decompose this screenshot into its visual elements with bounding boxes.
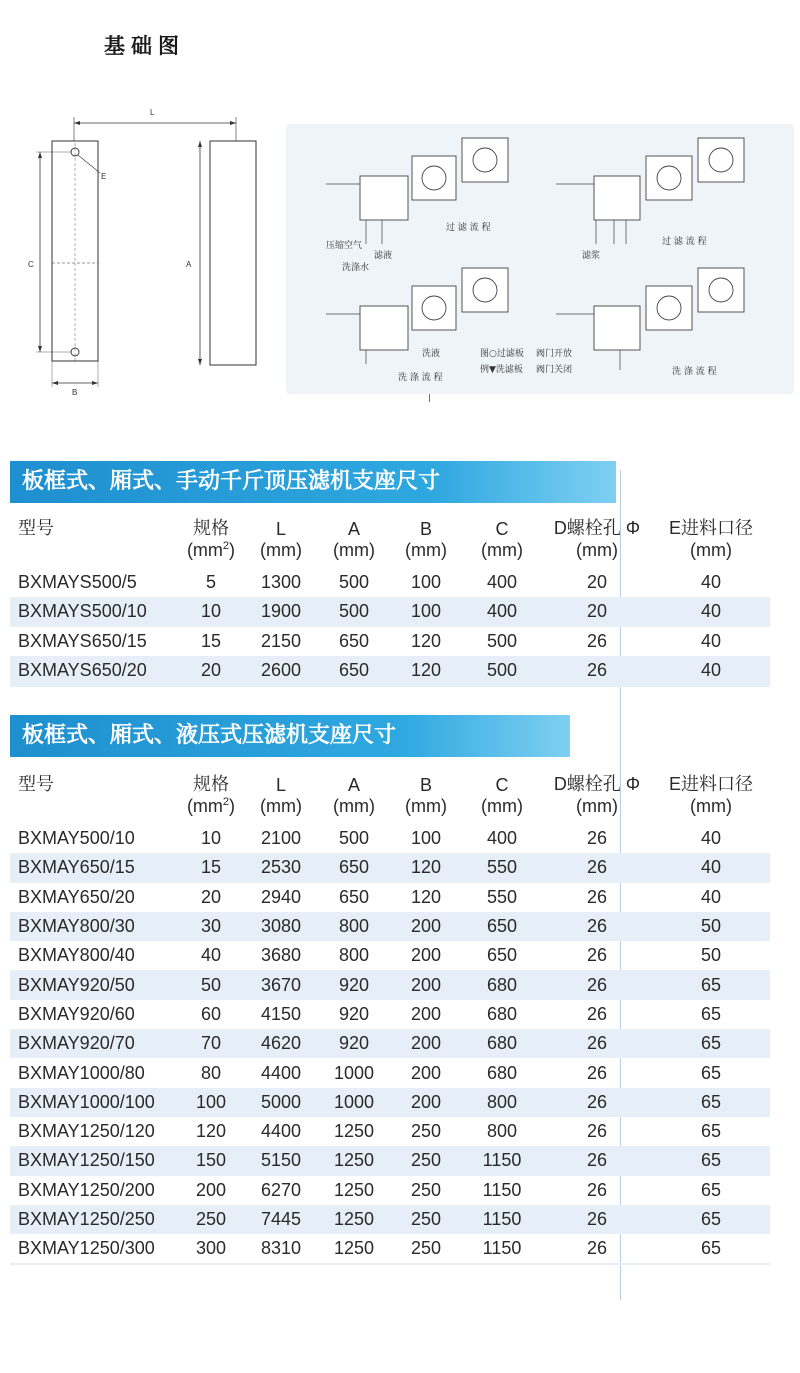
cell-L: 2100 xyxy=(260,828,302,849)
cell-spec: 80 xyxy=(200,1062,222,1083)
cell-D: 26 xyxy=(542,853,652,882)
cell-E: 65 xyxy=(700,1121,722,1142)
unit-spec: $(mm^2)$ xyxy=(186,796,236,816)
cell-C: 1150 xyxy=(462,1205,542,1234)
table-row xyxy=(10,1234,770,1264)
cell-E: 40 xyxy=(700,828,722,849)
cell-model: BXMAY1250/120 xyxy=(18,1121,155,1142)
cell-spec: 100 xyxy=(178,1088,244,1117)
label-compressed-air: 压缩空气 xyxy=(326,241,363,251)
cell-spec: 40 xyxy=(200,945,222,966)
header-spec: 规格 xyxy=(193,518,229,538)
cell-D: 26 xyxy=(542,1146,652,1175)
header-B: B xyxy=(419,519,432,539)
cell-A: 1250 xyxy=(318,1205,390,1234)
cell-C: 400 xyxy=(486,572,518,593)
cell-A: 500 xyxy=(338,572,370,593)
label-E: E xyxy=(101,172,107,181)
cell-C: 400 xyxy=(486,828,518,849)
cell-E: 40 xyxy=(652,597,770,626)
cell-model: BXMAY650/15 xyxy=(10,853,178,882)
table-row xyxy=(10,1146,770,1175)
section2-table xyxy=(10,765,770,1265)
cell-B: 200 xyxy=(410,1003,442,1024)
cell-L: 6270 xyxy=(260,1179,302,1200)
cell-D: 26 xyxy=(542,1088,652,1117)
cell-B: 250 xyxy=(390,1234,462,1264)
cell-C: 680 xyxy=(486,1003,518,1024)
divider-tick xyxy=(429,394,430,402)
table-row xyxy=(10,970,770,999)
cell-model: BXMAYS500/10 xyxy=(10,597,178,626)
cell-D: 26 xyxy=(586,630,608,651)
cell-C: 550 xyxy=(462,853,542,882)
cell-C: 650 xyxy=(486,945,518,966)
cell-C: 800 xyxy=(486,1121,518,1142)
cell-spec: 250 xyxy=(178,1205,244,1234)
table-row xyxy=(10,853,770,882)
cell-E: 50 xyxy=(652,912,770,941)
cell-model: BXMAYS500/5 xyxy=(18,572,137,593)
table-row xyxy=(10,656,770,686)
cell-E: 50 xyxy=(700,945,722,966)
cell-C: 1150 xyxy=(482,1179,522,1200)
cell-spec: 5 xyxy=(205,572,216,593)
cell-model: BXMAY800/40 xyxy=(18,945,135,966)
cell-C: 550 xyxy=(486,886,518,907)
legend-valve-closed: 阀门关闭 xyxy=(536,365,573,375)
header-model: 型号 xyxy=(18,774,54,794)
unit-spec: $(mm^2)$ xyxy=(186,540,236,560)
cell-C: 400 xyxy=(462,597,542,626)
cell-A: 1250 xyxy=(333,1179,375,1200)
cell-E: 40 xyxy=(700,630,722,651)
header-D: D螺栓孔 Φ xyxy=(553,774,641,794)
cell-B: 100 xyxy=(390,597,462,626)
unit-C: (mm) xyxy=(481,540,523,560)
cell-spec: 120 xyxy=(195,1121,227,1142)
unit-D: (mm) xyxy=(576,796,618,816)
cell-L: 2150 xyxy=(260,630,302,651)
legend-filter-plate: 图○过滤板 xyxy=(480,349,524,359)
cell-L: 8310 xyxy=(244,1234,318,1264)
label-filter-flow-2: 过 滤 流 程 xyxy=(662,237,707,247)
legend-wash-plate: 例▼洗滤板 xyxy=(480,365,523,375)
cell-B: 200 xyxy=(390,970,462,999)
table-row xyxy=(10,1176,770,1205)
table-row xyxy=(10,941,770,970)
cell-D: 26 xyxy=(542,656,652,686)
section1-units-row xyxy=(10,540,770,568)
label-wash: 洗液 xyxy=(422,349,441,359)
unit-B: (mm) xyxy=(405,540,447,560)
cell-D: 26 xyxy=(542,912,652,941)
cell-A: 650 xyxy=(338,630,370,651)
unit-B: (mm) xyxy=(405,796,447,816)
cell-D: 26 xyxy=(586,1179,608,1200)
cell-A: 800 xyxy=(338,945,370,966)
cell-spec: 300 xyxy=(178,1234,244,1264)
label-wash-flow-1: 洗 涤 流 程 xyxy=(398,373,443,383)
unit-A: (mm) xyxy=(333,796,375,816)
cell-B: 200 xyxy=(390,912,462,941)
cell-model: BXMAY1000/80 xyxy=(18,1062,145,1083)
cell-model: BXMAY920/70 xyxy=(10,1029,178,1058)
cell-model: BXMAYS650/15 xyxy=(18,630,147,651)
table-row xyxy=(10,1117,770,1146)
table-row xyxy=(10,912,770,941)
cell-E: 65 xyxy=(700,1062,722,1083)
table-row xyxy=(10,1205,770,1234)
section1-header-row xyxy=(10,509,770,540)
cell-spec: 15 xyxy=(178,853,244,882)
unit-L: (mm) xyxy=(260,540,302,560)
page-title: 基础图 xyxy=(104,34,185,58)
cell-L: 3670 xyxy=(244,970,318,999)
legend-valve-open: 阀门开放 xyxy=(536,349,573,359)
cell-spec: 20 xyxy=(200,886,222,907)
cell-A: 1250 xyxy=(318,1146,390,1175)
unit-E: (mm) xyxy=(690,540,732,560)
cell-E: 65 xyxy=(700,1003,722,1024)
label-A: A xyxy=(186,260,192,269)
cell-L: 2530 xyxy=(244,853,318,882)
unit-A: (mm) xyxy=(333,540,375,560)
cell-B: 250 xyxy=(410,1179,442,1200)
cell-C: 680 xyxy=(462,1029,542,1058)
cell-B: 200 xyxy=(410,945,442,966)
cell-E: 65 xyxy=(652,970,770,999)
cell-C: 500 xyxy=(486,630,518,651)
cell-A: 650 xyxy=(318,853,390,882)
cell-D: 20 xyxy=(586,572,608,593)
cell-spec: 150 xyxy=(178,1146,244,1175)
cell-C: 1150 xyxy=(462,1146,542,1175)
table-row xyxy=(10,1058,770,1087)
cell-A: 1250 xyxy=(318,1234,390,1264)
table-row xyxy=(10,627,770,656)
section2-rows xyxy=(10,824,770,1264)
header-spec: 规格 xyxy=(193,774,229,794)
cell-E: 65 xyxy=(700,1179,722,1200)
cell-B: 120 xyxy=(410,886,442,907)
cell-B: 200 xyxy=(390,1088,462,1117)
table-row xyxy=(10,1088,770,1117)
cell-D: 26 xyxy=(586,1003,608,1024)
flow-diagram xyxy=(286,124,794,394)
cell-spec: 10 xyxy=(200,828,222,849)
table-row xyxy=(10,883,770,912)
unit-model xyxy=(10,796,178,824)
cell-D: 26 xyxy=(542,970,652,999)
unit-C: (mm) xyxy=(481,796,523,816)
cell-L: 3080 xyxy=(244,912,318,941)
cell-L: 1900 xyxy=(244,597,318,626)
cell-spec: 60 xyxy=(200,1003,222,1024)
cell-model: BXMAY1250/150 xyxy=(10,1146,178,1175)
section2-title: 板框式、厢式、液压式压滤机支座尺寸 xyxy=(10,715,570,757)
cell-D: 26 xyxy=(586,1121,608,1142)
cell-spec: 200 xyxy=(195,1179,227,1200)
cell-L: 5000 xyxy=(244,1088,318,1117)
unit-spec-sup: 2 xyxy=(222,796,230,808)
section1-table xyxy=(10,509,770,687)
cell-L: 3680 xyxy=(260,945,302,966)
cell-A: 650 xyxy=(318,656,390,686)
cell-B: 200 xyxy=(410,1062,442,1083)
cell-spec: 15 xyxy=(200,630,222,651)
cell-L: 2600 xyxy=(244,656,318,686)
cell-E: 65 xyxy=(652,1234,770,1264)
cell-model: BXMAY920/50 xyxy=(10,970,178,999)
cell-D: 26 xyxy=(542,1029,652,1058)
cell-D: 26 xyxy=(586,828,608,849)
cell-C: 680 xyxy=(486,1062,518,1083)
cell-L: 7445 xyxy=(244,1205,318,1234)
table-row xyxy=(10,597,770,626)
cell-model: BXMAYS650/20 xyxy=(10,656,178,686)
cell-A: 920 xyxy=(338,1003,370,1024)
cell-B: 200 xyxy=(390,1029,462,1058)
table-row xyxy=(10,824,770,853)
cell-A: 500 xyxy=(338,828,370,849)
cell-L: 2940 xyxy=(260,886,302,907)
cell-C: 800 xyxy=(462,1088,542,1117)
cell-B: 100 xyxy=(410,572,442,593)
cell-B: 120 xyxy=(410,630,442,651)
section2-units-row xyxy=(10,796,770,824)
label-L: L xyxy=(150,108,155,117)
header-C: C xyxy=(495,775,509,795)
cell-C: 650 xyxy=(462,912,542,941)
cell-L: 5150 xyxy=(244,1146,318,1175)
table-row xyxy=(10,1029,770,1058)
cell-model: BXMAY800/30 xyxy=(10,912,178,941)
header-B: B xyxy=(419,775,432,795)
label-filter-flow-1: 过 滤 流 程 xyxy=(446,223,491,233)
cell-E: 40 xyxy=(700,886,722,907)
cell-E: 65 xyxy=(652,1029,770,1058)
cell-spec: 50 xyxy=(178,970,244,999)
cell-model: BXMAY1250/250 xyxy=(10,1205,178,1234)
label-filtrate: 滤液 xyxy=(374,251,393,261)
cell-D: 26 xyxy=(586,945,608,966)
header-L: L xyxy=(275,775,286,795)
cell-model: BXMAY500/10 xyxy=(18,828,135,849)
header-E: E进料口径 xyxy=(668,518,753,538)
label-C: C xyxy=(28,260,34,269)
label-wash-water: 洗涤水 xyxy=(342,263,370,273)
header-A: A xyxy=(347,519,360,539)
cell-L: 4150 xyxy=(260,1003,302,1024)
cell-B: 250 xyxy=(390,1205,462,1234)
header-D: D螺栓孔 Φ xyxy=(553,518,641,538)
foundation-drawing xyxy=(0,95,280,405)
cell-C: 680 xyxy=(462,970,542,999)
cell-L: 1300 xyxy=(260,572,302,593)
cell-L: 4400 xyxy=(260,1121,302,1142)
cell-A: 800 xyxy=(318,912,390,941)
cell-C: 500 xyxy=(462,656,542,686)
label-wash-flow-2: 洗 涤 流 程 xyxy=(672,367,717,377)
cell-model: BXMAY650/20 xyxy=(18,886,135,907)
header-model: 型号 xyxy=(18,518,54,538)
cell-L: 4400 xyxy=(260,1062,302,1083)
unit-L: (mm) xyxy=(260,796,302,816)
cell-C: 1150 xyxy=(462,1234,542,1264)
table-row xyxy=(10,568,770,597)
cell-A: 920 xyxy=(318,1029,390,1058)
cell-spec: 20 xyxy=(178,656,244,686)
cell-model: BXMAY1000/100 xyxy=(10,1088,178,1117)
header-L: L xyxy=(275,519,286,539)
cell-E: 40 xyxy=(652,853,770,882)
cell-A: 500 xyxy=(318,597,390,626)
cell-B: 250 xyxy=(410,1121,442,1142)
cell-A: 1000 xyxy=(333,1062,375,1083)
cell-model: BXMAY1250/200 xyxy=(18,1179,155,1200)
section1-rows xyxy=(10,568,770,686)
section2-header-row xyxy=(10,765,770,796)
cell-spec: 70 xyxy=(178,1029,244,1058)
cell-D: 26 xyxy=(542,1234,652,1264)
cell-B: 100 xyxy=(410,828,442,849)
cell-D: 26 xyxy=(586,886,608,907)
unit-D: (mm) xyxy=(576,540,618,560)
cell-D: 20 xyxy=(542,597,652,626)
cell-model: BXMAY1250/300 xyxy=(10,1234,178,1264)
cell-A: 1000 xyxy=(318,1088,390,1117)
cell-E: 65 xyxy=(652,1205,770,1234)
cell-E: 65 xyxy=(652,1088,770,1117)
cell-B: 120 xyxy=(390,656,462,686)
cell-A: 650 xyxy=(338,886,370,907)
cell-L: 4620 xyxy=(244,1029,318,1058)
cell-spec: 10 xyxy=(178,597,244,626)
unit-spec-base: (mm xyxy=(186,540,223,560)
cell-E: 40 xyxy=(652,656,770,686)
cell-spec: 30 xyxy=(178,912,244,941)
cell-D: 26 xyxy=(586,1062,608,1083)
header-C: C xyxy=(495,519,509,539)
cell-A: 1250 xyxy=(333,1121,375,1142)
section1-title: 板框式、厢式、手动千斤顶压滤机支座尺寸 xyxy=(10,461,616,503)
cell-B: 120 xyxy=(390,853,462,882)
cell-E: 65 xyxy=(652,1146,770,1175)
unit-model xyxy=(10,540,178,568)
unit-spec-sup: 2 xyxy=(222,540,230,552)
unit-E: (mm) xyxy=(690,796,732,816)
header-E: E进料口径 xyxy=(668,774,753,794)
table-row xyxy=(10,1000,770,1029)
cell-E: 40 xyxy=(700,572,722,593)
cell-D: 26 xyxy=(542,1205,652,1234)
cell-A: 920 xyxy=(318,970,390,999)
label-slurry: 滤浆 xyxy=(582,251,601,261)
header-A: A xyxy=(347,775,360,795)
unit-spec-base: (mm xyxy=(186,796,223,816)
label-B: B xyxy=(72,388,78,397)
cell-B: 250 xyxy=(390,1146,462,1175)
cell-model: BXMAY920/60 xyxy=(18,1003,135,1024)
